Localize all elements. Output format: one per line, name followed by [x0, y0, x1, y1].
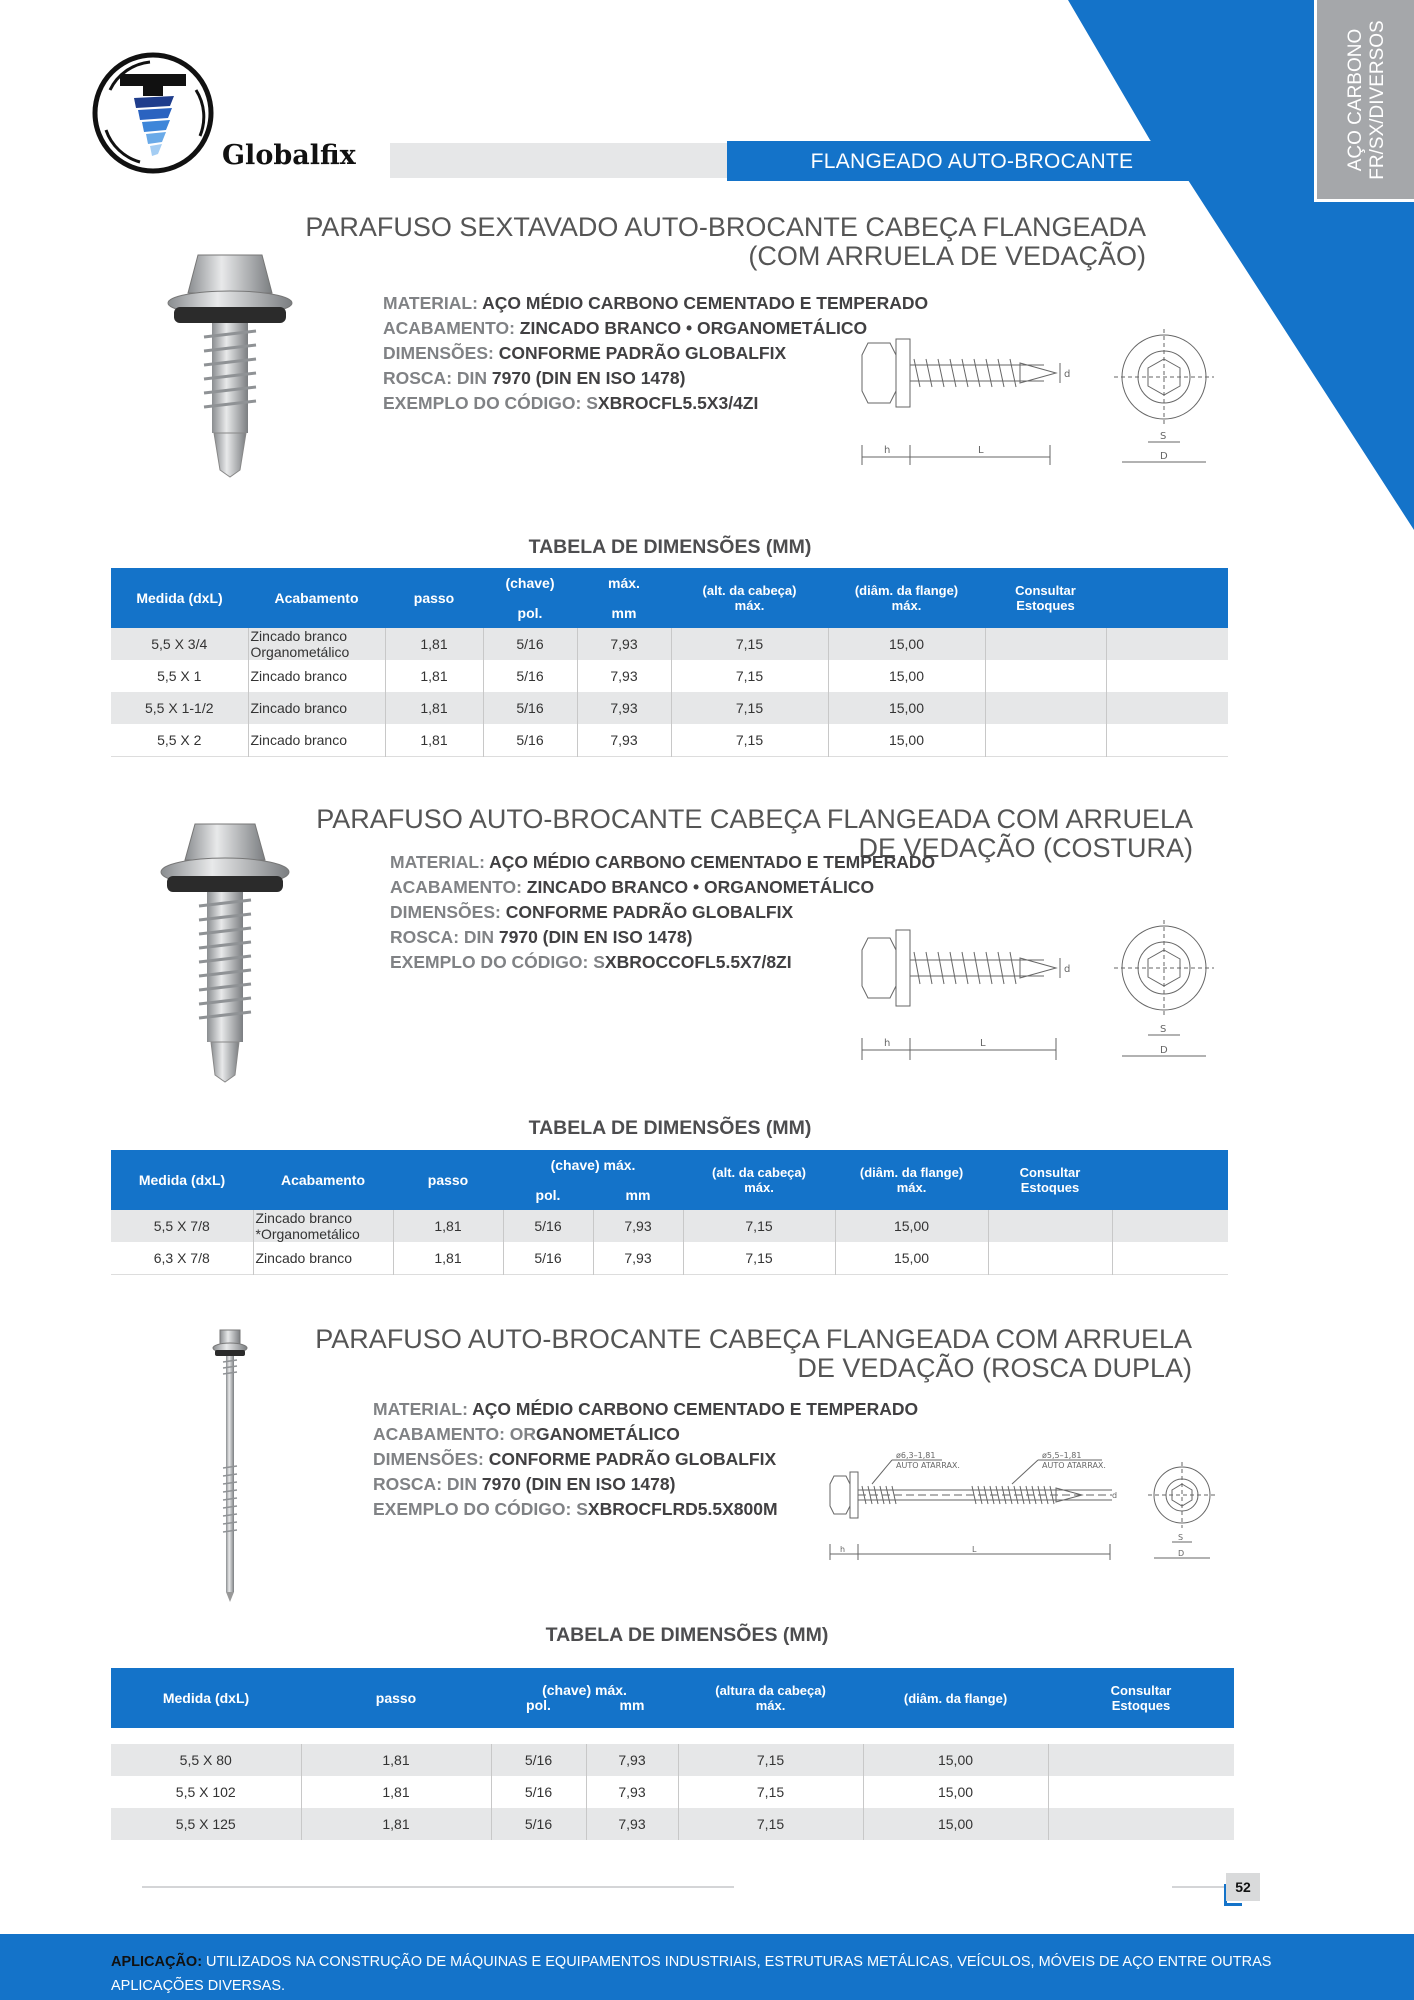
product3-table-title: TABELA DE DIMENSÕES (MM): [545, 1624, 829, 1646]
product2-spec-acabamento: ACABAMENTO: ZINCADO BRANCO • ORGANOMETÁLICO: [390, 877, 875, 897]
table-row: 5,5 X 1 Zincado branco 1,81 5/16 7,93 7,15 15,00: [111, 660, 1228, 692]
header-grey-bar: [390, 143, 728, 178]
product2-label-L: L: [980, 1038, 986, 1049]
product2-spec-dimensoes: DIMENSÕES: CONFORME PADRÃO GLOBALFIX: [390, 902, 794, 922]
footer-application-text: APLICAÇÃO: UTILIZADOS NA CONSTRUÇÃO DE MÁQUINAS E EQUIPAMENTOS INDUSTRIAIS, ESTRUTURAS METÁLICAS, VEÍCULOS, MÓVEIS DE AÇO ENTRE OUTRAS APLICAÇÕES DIVERSAS.: [111, 1954, 1272, 1994]
product3-note2b: AUTO ATARRAX.: [1042, 1461, 1106, 1470]
product3-label-D: D: [1178, 1549, 1185, 1558]
page-number: 52: [1226, 1873, 1260, 1901]
col-diam-flange: (diâm. da flange): [863, 1668, 1048, 1728]
table-row: 5,5 X 80 1,81 5/16 7,93 7,15 15,00: [111, 1744, 1234, 1776]
estoque-cell[interactable]: [988, 1242, 1112, 1274]
product3-technical-drawing: [812, 1450, 1217, 1562]
col-alt-cabeca: (alt. da cabeça) máx.: [683, 1150, 835, 1210]
col-chave: (chave): [483, 568, 577, 598]
product2-dimension-table: [111, 1150, 1228, 1275]
estoque-cell[interactable]: [1048, 1808, 1234, 1840]
product3-note1a: ø6,3–1,81: [896, 1451, 936, 1460]
col-consultar: Consultar Estoques: [1048, 1668, 1234, 1728]
table-row: 5,5 X 125 1,81 5/16 7,93 7,15 15,00: [111, 1808, 1234, 1840]
product1-technical-drawing: [860, 325, 1216, 470]
product2-specs: [390, 850, 935, 975]
estoque-cell[interactable]: [988, 1210, 1112, 1242]
product3-spec-acabamento: ACABAMENTO: ORGANOMETÁLICO: [373, 1424, 680, 1444]
product1-dimension-table: [111, 568, 1228, 757]
footer-divider-left: [142, 1886, 734, 1888]
table-row: 5,5 X 102 1,81 5/16 7,93 7,15 15,00: [111, 1776, 1234, 1808]
col-acabamento: Acabamento: [248, 568, 385, 628]
product3-screw-photo: [210, 1328, 250, 1604]
brand-name: Globalfix: [222, 140, 356, 171]
product2-spec-codigo: EXEMPLO DO CÓDIGO: SXBROCCOFL5.5X7/8ZI: [390, 952, 792, 972]
product3-label-h: h: [840, 1545, 846, 1554]
product2-title-line2: DE VEDAÇÃO (COSTURA): [858, 833, 1193, 863]
product1-label-h: h: [884, 445, 891, 456]
product3-title: [300, 1325, 1192, 1383]
section-title: FLANGEADO AUTO-BROCANTE: [810, 150, 1134, 173]
side-tab-line2: FR/SX/DIVERSOS: [1367, 20, 1388, 180]
product2-screw-photo: [155, 820, 295, 1090]
product3-dimension-table: [111, 1668, 1234, 1840]
col-acabamento: Acabamento: [253, 1150, 393, 1210]
product2-technical-drawing: [860, 920, 1216, 1065]
table-row: 5,5 X 3/4 Zincado branco Organometálico 1,81 5/16 7,93 7,15 15,00: [111, 628, 1228, 660]
product1-spec-dimensoes: DIMENSÕES: CONFORME PADRÃO GLOBALFIX: [383, 343, 787, 363]
product1-spec-codigo: EXEMPLO DO CÓDIGO: SXBROCFL5.5X3/4ZI: [383, 393, 759, 413]
product1-screw-photo: [160, 245, 300, 485]
col-mm: mm: [586, 1698, 678, 1728]
table-row: 5,5 X 2 Zincado branco 1,81 5/16 7,93 7,15 15,00: [111, 724, 1228, 756]
estoque-cell[interactable]: [985, 660, 1106, 692]
footer-divider-right: [1172, 1886, 1228, 1888]
col-medida: Medida (dxL): [111, 1668, 301, 1728]
product1-table-title: TABELA DE DIMENSÕES (MM): [528, 536, 812, 558]
product3-title-line2: DE VEDAÇÃO (ROSCA DUPLA): [797, 1353, 1192, 1383]
estoque-cell[interactable]: [1048, 1776, 1234, 1808]
product1-title-line1: PARAFUSO SEXTAVADO AUTO-BROCANTE CABEÇA FLANGEADA: [305, 212, 1146, 242]
section-header: [727, 141, 1217, 181]
estoque-cell[interactable]: [985, 628, 1106, 660]
product3-spec-dimensoes: DIMENSÕES: CONFORME PADRÃO GLOBALFIX: [373, 1449, 777, 1469]
estoque-cell[interactable]: [1048, 1744, 1234, 1776]
product2-spec-material: MATERIAL: AÇO MÉDIO CARBONO CEMENTADO E TEMPERADO: [390, 852, 936, 872]
col-passo: passo: [385, 568, 483, 628]
product2-label-d: d: [1064, 964, 1071, 975]
col-pol: pol.: [503, 1180, 593, 1210]
product3-spec-codigo: EXEMPLO DO CÓDIGO: SXBROCFLRD5.5X800M: [373, 1499, 778, 1519]
footer-application-bar: [0, 1934, 1414, 2000]
product2-label-D: D: [1160, 1045, 1168, 1056]
col-medida: Medida (dxL): [111, 568, 248, 628]
col-chave: (chave) máx.: [503, 1150, 683, 1180]
product3-spec-material: MATERIAL: AÇO MÉDIO CARBONO CEMENTADO E TEMPERADO: [373, 1399, 919, 1419]
col-alt-cabeca: (altura da cabeça) máx.: [678, 1668, 863, 1728]
product2-title-line1: PARAFUSO AUTO-BROCANTE CABEÇA FLANGEADA COM ARRUELA: [316, 804, 1193, 834]
product3-spec-rosca: ROSCA: DIN 7970 (DIN EN ISO 1478): [373, 1474, 676, 1494]
globalfix-logo-icon: [90, 50, 216, 176]
col-chave: (chave) máx.: [491, 1668, 678, 1698]
product1-label-D: D: [1160, 451, 1168, 462]
estoque-cell[interactable]: [985, 692, 1106, 724]
product3-note2a: ø5,5–1,81: [1042, 1451, 1082, 1460]
product1-spec-rosca: ROSCA: DIN 7970 (DIN EN ISO 1478): [383, 368, 686, 388]
side-tab-line1: AÇO CARBONO: [1345, 28, 1366, 172]
col-pol: pol.: [483, 598, 577, 628]
product3-note1b: AUTO ATARRAX.: [896, 1461, 960, 1470]
product1-spec-acabamento: ACABAMENTO: ZINCADO BRANCO • ORGANOMETÁLICO: [383, 318, 868, 338]
product1-label-S: S: [1160, 431, 1167, 442]
estoque-cell[interactable]: [985, 724, 1106, 756]
col-chave-max: máx.: [577, 568, 671, 598]
table-row: 5,5 X 1-1/2 Zincado branco 1,81 5/16 7,93 7,15 15,00: [111, 692, 1228, 724]
col-passo: passo: [301, 1668, 491, 1728]
product1-label-L: L: [978, 445, 984, 456]
col-diam-flange: (diâm. da flange) máx.: [835, 1150, 988, 1210]
product3-label-L: L: [972, 1545, 977, 1554]
product3-label-S: S: [1178, 1533, 1184, 1542]
product1-spec-material: MATERIAL: AÇO MÉDIO CARBONO CEMENTADO E TEMPERADO: [383, 293, 929, 313]
product3-title-line1: PARAFUSO AUTO-BROCANTE CABEÇA FLANGEADA COM ARRUELA: [315, 1324, 1192, 1354]
product1-specs: [383, 291, 928, 416]
col-mm: mm: [577, 598, 671, 628]
table-row: 5,5 X 7/8 Zincado branco *Organometálico 1,81 5/16 7,93 7,15 15,00: [111, 1210, 1228, 1242]
product2-label-S: S: [1160, 1024, 1167, 1035]
product1-label-d: d: [1064, 369, 1071, 380]
col-mm: mm: [593, 1180, 683, 1210]
col-medida: Medida (dxL): [111, 1150, 253, 1210]
product2-label-h: h: [884, 1038, 891, 1049]
product1-title-line2: (COM ARRUELA DE VEDAÇÃO): [748, 241, 1146, 271]
product2-table-title: TABELA DE DIMENSÕES (MM): [528, 1117, 812, 1139]
col-passo: passo: [393, 1150, 503, 1210]
table-row: 6,3 X 7/8 Zincado branco 1,81 5/16 7,93 7,15 15,00: [111, 1242, 1228, 1274]
col-pol: pol.: [491, 1698, 586, 1728]
col-alt-cabeca: (alt. da cabeça) máx.: [671, 568, 828, 628]
col-diam-flange: (diâm. da flange) máx.: [828, 568, 985, 628]
product2-spec-rosca: ROSCA: DIN 7970 (DIN EN ISO 1478): [390, 927, 693, 947]
product1-title: [300, 213, 1146, 271]
product3-label-d: d: [1112, 1491, 1118, 1500]
category-side-tab[interactable]: [1314, 0, 1414, 202]
col-consultar: Consultar Estoques: [988, 1150, 1112, 1210]
col-consultar: Consultar Estoques: [985, 568, 1106, 628]
